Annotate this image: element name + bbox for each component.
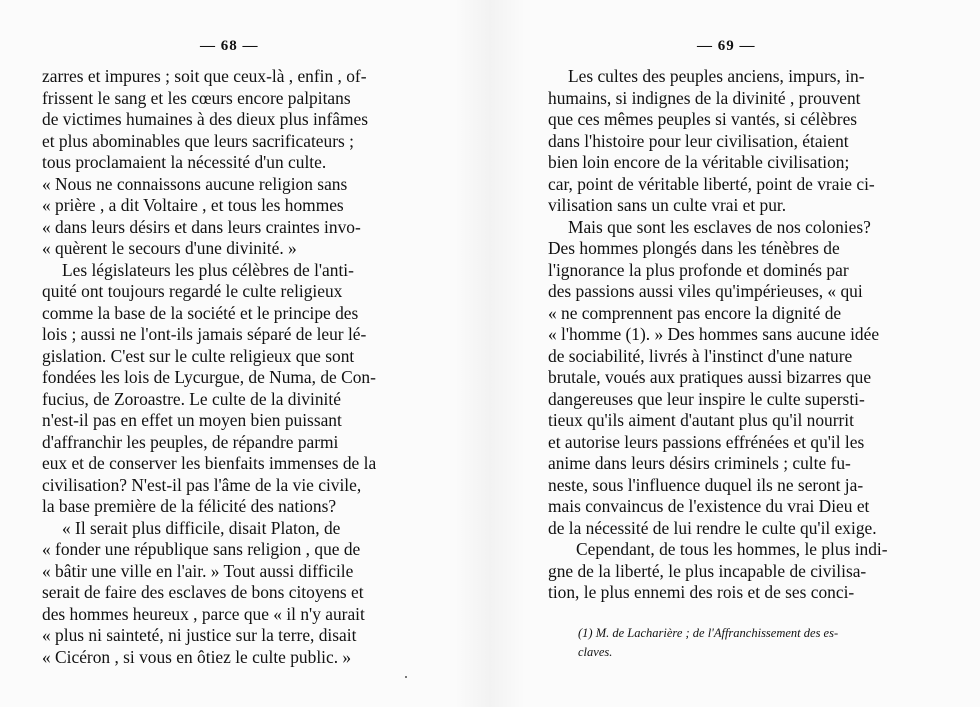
text-line: Cependant, de tous les hommes, le plus indi- xyxy=(576,539,888,559)
text-line: Les législateurs les plus célèbres de l'anti- xyxy=(62,259,354,280)
body-text xyxy=(548,66,934,604)
text-line: vilisation sans un culte vrai et pur. xyxy=(548,195,787,215)
text-line: d'affranchir les peuples, de répandre parmi xyxy=(42,431,339,452)
text-line: la base première de la félicité des nations? xyxy=(42,496,337,516)
text-line: « Il serait plus difficile, disait Platon, de xyxy=(62,517,341,538)
footnote-line: claves. xyxy=(578,645,613,659)
page-number: — 69 — xyxy=(697,38,756,54)
text-line: gislation. C'est sur le culte religieux que sont xyxy=(42,345,355,366)
left-page xyxy=(0,0,470,707)
body-text xyxy=(42,66,426,668)
text-line: gne de la liberté, le plus incapable de civilisa- xyxy=(548,560,867,581)
text-line: de la nécessité de lui rendre le culte qu'il exige. xyxy=(548,517,877,538)
text-line: tion, le plus ennemi des rois et de ses conci- xyxy=(548,582,855,602)
text-line: fondées les lois de Lycurgue, de Numa, de Con- xyxy=(42,367,376,387)
text-line: des hommes heureux , parce que « il n'y aurait xyxy=(42,603,365,624)
footnote-line: (1) M. de Lacharière ; de l'Affranchissement des es- xyxy=(578,626,839,640)
text-line: « dans leurs désirs et dans leurs craintes invo- xyxy=(42,216,361,237)
paper-speck xyxy=(405,676,407,678)
text-line: mais convaincus de l'existence du vrai Dieu et xyxy=(548,496,870,516)
text-line: civilisation? N'est-il pas l'âme de la vie civile, xyxy=(42,474,362,495)
text-line: comme la base de la société et le principe des xyxy=(42,302,359,323)
text-line: bien loin encore de la véritable civilisation; xyxy=(548,152,850,172)
text-line: « Cicéron , si vous en ôtiez le culte public. » xyxy=(42,646,352,667)
text-line: « bâtir une ville en l'air. » Tout aussi difficile xyxy=(42,560,354,581)
text-line: brutale, voués aux pratiques aussi bizarres que xyxy=(548,367,872,387)
text-line: serait de faire des esclaves de bons citoyens et xyxy=(42,582,364,602)
text-line: tous proclamaient la nécessité d'un culte. xyxy=(42,152,327,172)
text-line: l'ignorance la plus profonde et dominés par xyxy=(548,259,849,280)
text-line: dangereuses que leur inspire le culte supersti- xyxy=(548,388,865,409)
text-line: de victimes humaines à des dieux plus infâmes xyxy=(42,109,368,129)
text-line: Mais que sont les esclaves de nos colonies? xyxy=(568,216,871,237)
footnote xyxy=(578,624,938,662)
page-number: — 68 — xyxy=(200,38,259,54)
text-line: « quèrent le secours d'une divinité. » xyxy=(42,238,297,258)
text-line: Des hommes plongés dans les ténèbres de xyxy=(548,238,840,258)
text-line: frissent le sang et les cœurs encore palpitans xyxy=(42,87,351,108)
text-line: « plus ni sainteté, ni justice sur la terre, disait xyxy=(42,625,357,645)
text-line: et plus abominables que leurs sacrificateurs ; xyxy=(42,130,354,151)
text-line: humains, si indignes de la divinité , prouvent xyxy=(548,87,861,108)
text-line: eux et de conserver les bienfaits immenses de la xyxy=(42,453,377,473)
text-line: dans l'histoire pour leur civilisation, étaient xyxy=(548,130,849,151)
text-line: « prière , a dit Voltaire , et tous les hommes xyxy=(42,195,344,215)
text-line: « Nous ne connaissons aucune religion sans xyxy=(42,173,348,194)
text-line: zarres et impures ; soit que ceux-là , enfin , of- xyxy=(42,66,367,86)
text-line: que ces mêmes peuples si vantés, si célèbres xyxy=(548,109,858,129)
text-line: des passions aussi viles qu'impérieuses, « qui xyxy=(548,281,863,301)
text-line: et autorise leurs passions effrénées et qu'il les xyxy=(548,431,865,452)
text-line: tieux qu'ils aiment d'autant plus qu'il nourrit xyxy=(548,410,854,430)
text-line: quité ont toujours regardé le culte religieux xyxy=(42,281,343,301)
text-line: neste, sous l'influence duquel ils ne seront ja- xyxy=(548,474,864,495)
text-line: lois ; aussi ne l'ont-ils jamais séparé de leur lé- xyxy=(42,324,367,344)
text-line: « fonder une république sans religion , que de xyxy=(42,539,361,559)
text-line: car, point de véritable liberté, point de vraie ci- xyxy=(548,173,875,194)
text-line: « ne comprennent pas encore la dignité de xyxy=(548,302,842,323)
text-line: n'est-il pas en effet un moyen bien puissant xyxy=(42,410,342,430)
text-line: de sociabilité, livrés à l'instinct d'une nature xyxy=(548,345,853,366)
text-line: anime dans leurs désirs criminels ; culte fu- xyxy=(548,453,851,473)
right-page xyxy=(500,0,980,707)
text-line: fucius, de Zoroastre. Le culte de la divinité xyxy=(42,388,341,409)
text-line: Les cultes des peuples anciens, impurs, in- xyxy=(568,66,865,86)
text-line: « l'homme (1). » Des hommes sans aucune idée xyxy=(548,324,880,344)
